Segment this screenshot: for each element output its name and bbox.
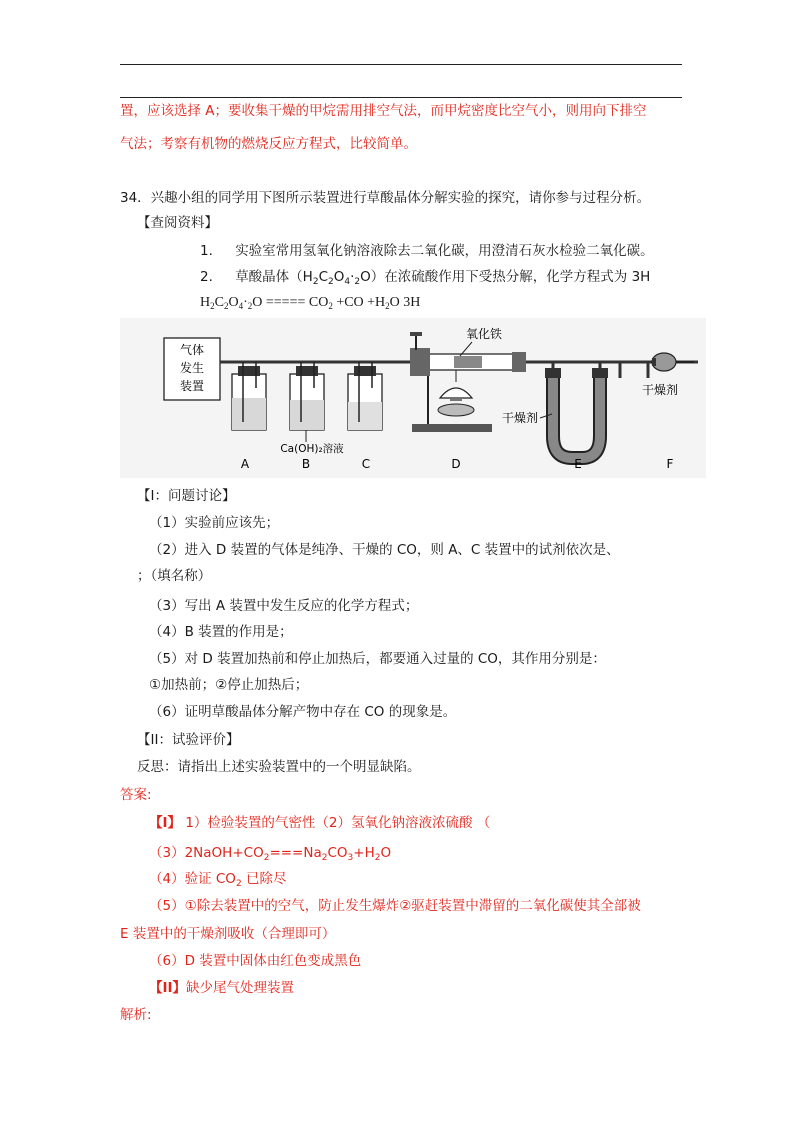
discussion-q3: （3）写出 A 装置中发生反应的化学方程式； [149, 598, 419, 614]
answer-part-2-text: 缺少尾气处理装置 [186, 980, 295, 996]
label-e: E [574, 457, 582, 471]
formula-part: （3）2NaOH+CO [149, 845, 264, 861]
label-c: C [361, 457, 371, 471]
discussion-q4: （4）B 装置的作用是； [149, 624, 293, 640]
discussion-q2: （2）进入 D 装置的气体是纯净、干燥的 CO，则 A、C 装置中的试剂依次是、 [149, 542, 620, 558]
iron-oxide-label: 氧化铁 [466, 327, 503, 341]
answer-title: 答案: [120, 787, 152, 803]
formula-part: C [318, 269, 329, 285]
subscript: 2 [210, 301, 215, 311]
answer-q5-cont: E 装置中的干燥剂吸收（合理即可） [120, 926, 336, 942]
formula-part: H [200, 295, 211, 310]
desiccant-e-label: 干燥剂 [502, 411, 539, 425]
subscript: 2 [385, 301, 390, 311]
formula-part: +H [353, 845, 375, 861]
subscript: 2 [328, 301, 333, 311]
subscript: 2 [263, 853, 270, 863]
evaluation-text: 反思：请指出上述实验装置中的一个明显缺陷。 [137, 759, 421, 775]
label-d: D [451, 457, 461, 471]
answer-part-1 [149, 814, 490, 832]
formula-part: · [350, 269, 355, 285]
formula-part: +CO +H [332, 295, 386, 310]
subscript: 3 [347, 853, 354, 863]
subscript: 2 [328, 277, 334, 287]
analysis-title: 解析: [120, 1007, 152, 1023]
answer-part-1-text: 1）检验装置的气密性（2）氢氧化钠溶液浓硫酸 （ [181, 815, 491, 831]
subscript: 2 [223, 301, 229, 311]
subscript: 2 [374, 853, 381, 863]
label-b: B [301, 457, 311, 471]
formula-part: C [214, 295, 224, 310]
subscript: 4 [238, 301, 244, 311]
reference-item-1-number: 1. [200, 243, 213, 259]
answer-q3 [149, 844, 391, 862]
label-a: A [240, 457, 250, 471]
header-rule-bottom [120, 97, 682, 98]
question-stem: 34．兴趣小组的同学用下图所示装置进行草酸晶体分解实验的探究，请你参与过程分析。 [120, 190, 651, 206]
decomposition-equation [200, 294, 420, 312]
formula-part: O 3H [389, 295, 421, 310]
formula-part: O [228, 295, 239, 310]
discussion-q6: （6）证明草酸晶体分解产物中存在 CO 的现象是。 [149, 704, 457, 720]
discussion-q1: （1）实验前应该先； [149, 515, 280, 531]
calcium-hydroxide-label: Ca(OH)₂溶液 [280, 443, 344, 455]
gas-generator-label-3: 装置 [179, 379, 205, 393]
reference-item-2-text [235, 269, 650, 285]
desiccant-f-label: 干燥剂 [642, 383, 679, 397]
discussion-q5: （5）对 D 装置加热前和停止加热后，都要通入过量的 CO，其作用分别是： [149, 651, 606, 667]
subscript: 2 [312, 277, 319, 287]
answer-intro-line-2: 气法；考察有机物的燃烧反应方程式，比较简单。 [120, 136, 417, 152]
answer-intro-line-1: 置，应该选择 A；要收集干燥的甲烷需用排空气法，而甲烷密度比空气小，则用向下排空 [120, 103, 647, 119]
formula-part: ===Na [269, 845, 322, 861]
answer-q5: （5）①除去装置中的空气，防止发生爆炸②驱赶装置中滞留的二氧化碳使其全部被 [149, 898, 641, 914]
formula-part: CO [327, 845, 348, 861]
formula-part: O [333, 269, 345, 285]
evaluation-title: 【II：试验评价】 [137, 732, 240, 748]
answer-part-2 [149, 979, 294, 997]
label-f: F [666, 457, 674, 471]
reference-title: 【查阅资料】 [137, 215, 218, 231]
formula-part: 草酸晶体（H [235, 269, 313, 285]
reference-item-1 [200, 242, 654, 260]
reference-item-2 [200, 268, 650, 286]
answer-part-1-tag: 【I】 [149, 815, 182, 831]
subscript: 2 [235, 879, 242, 889]
reference-item-2-number: 2. [200, 269, 213, 285]
formula-part: O ===== CO [252, 295, 329, 310]
apparatus-figure [120, 318, 706, 478]
formula-part: O）在浓硫酸作用下受热分解，化学方程式为 3H [360, 269, 651, 285]
gas-generator-label-2: 发生 [179, 361, 205, 375]
answer-q4 [149, 870, 286, 888]
subscript: 2 [247, 301, 253, 311]
subscript: 2 [321, 853, 328, 863]
subscript: 4 [344, 277, 351, 287]
discussion-q2-cont: ；（填名称） [137, 568, 212, 584]
discussion-q5-cont: ①加热前；②停止加热后； [149, 677, 309, 693]
formula-part: 已除尽 [241, 871, 287, 887]
formula-part: O [380, 845, 392, 861]
gas-generator-label-1: 气体 [179, 343, 205, 357]
formula-part: （4）验证 CO [149, 871, 236, 887]
answer-part-2-tag: 【II】 [149, 980, 187, 996]
reference-item-1-text: 实验室常用氢氧化钠溶液除去二氧化碳，用澄清石灰水检验二氧化碳。 [235, 243, 654, 259]
header-rule-top [120, 64, 682, 65]
formula-part: · [243, 295, 248, 310]
answer-q6: （6）D 装置中固体由红色变成黑色 [149, 953, 362, 969]
subscript: 2 [354, 277, 361, 287]
discussion-title: 【I：问题讨论】 [137, 488, 236, 504]
